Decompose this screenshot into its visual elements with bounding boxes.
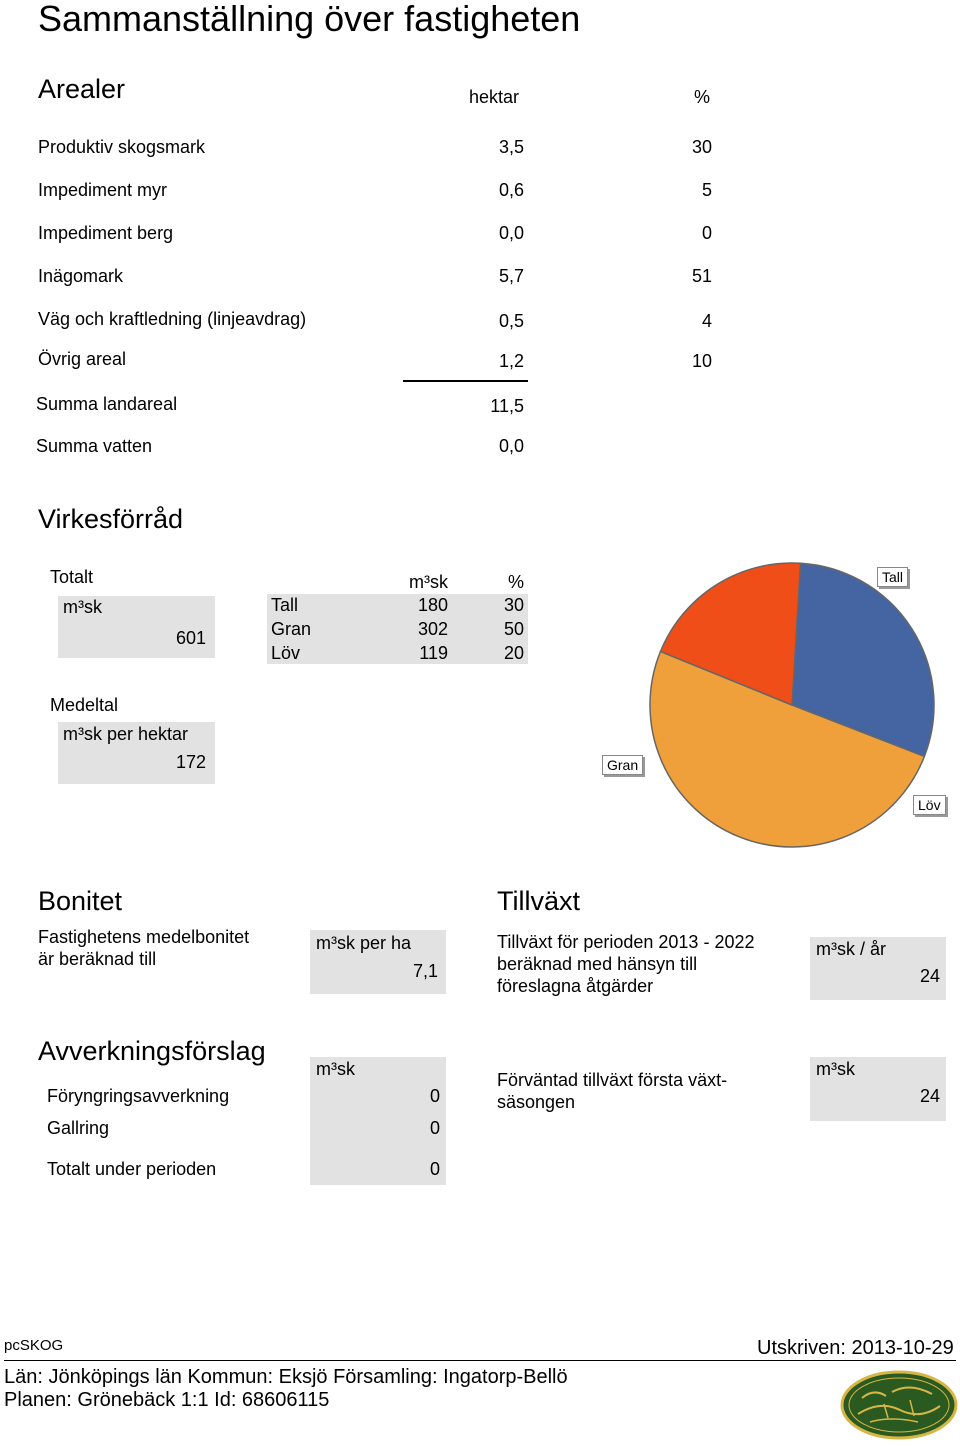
totalt-value: 601 (175, 628, 206, 648)
areal-row-pct: 4 (701, 311, 712, 331)
per-hektar-label: m³sk per hektar (63, 724, 189, 744)
avverkning-row-value: 0 (429, 1086, 440, 1106)
areal-row-label: Impediment berg (38, 223, 174, 243)
species-label: Löv (271, 643, 301, 663)
avverkning-row-value: 0 (429, 1118, 440, 1138)
bonitet-unit: m³sk per ha (316, 933, 412, 953)
summa-landareal-value: 11,5 (490, 396, 524, 416)
forvantad-text-1: Förväntad tillväxt första växt- (497, 1070, 728, 1090)
areal-row-pct: 10 (691, 351, 712, 371)
tillvaxt-unit: m³sk / år (816, 939, 886, 959)
areal-row-pct: 30 (691, 137, 712, 157)
areal-row-label: Övrig areal (38, 349, 127, 369)
summa-vatten-value: 0,0 (498, 436, 524, 456)
areal-row-label: Impediment myr (38, 180, 168, 200)
avverkning-total-value: 0 (429, 1159, 440, 1179)
species-m3sk: 119 (419, 643, 448, 663)
medeltal-label: Medeltal (50, 695, 119, 715)
col-species-pct: % (507, 572, 524, 592)
footer-divider (4, 1360, 956, 1361)
summa-landareal-label: Summa landareal (36, 394, 178, 414)
sum-divider (403, 380, 528, 382)
virkesforrad-heading: Virkesförråd (38, 504, 184, 534)
tillvaxt-text-1: Tillväxt för perioden 2013 - 2022 (497, 932, 755, 952)
species-m3sk: 302 (417, 619, 448, 639)
tillvaxt-text-2: beräknad med hänsyn till (497, 954, 698, 974)
col-pct: % (694, 87, 711, 107)
areal-row-label: Produktiv skogsmark (38, 137, 206, 157)
pie-label-lov: Löv (913, 795, 946, 815)
areal-row-hektar: 5,7 (498, 266, 524, 286)
pie-chart (640, 560, 950, 860)
footer-line-2: Planen: Grönebäck 1:1 Id: 68606115 (4, 1389, 330, 1411)
species-pct: 20 (503, 643, 524, 663)
pie-label-gran: Gran (602, 755, 643, 775)
avverkning-unit: m³sk (316, 1059, 355, 1079)
areal-row-pct: 51 (691, 266, 712, 286)
footer-printed: Utskriven: 2013-10-29 (757, 1337, 954, 1359)
pie-label-tall: Tall (877, 567, 908, 587)
tillvaxt-heading: Tillväxt (497, 886, 581, 916)
forvantad-text-2: säsongen (497, 1092, 576, 1112)
areal-row-hektar: 0,0 (498, 223, 524, 243)
bonitet-text-1: Fastighetens medelbonitet (38, 927, 250, 947)
areal-row-label: Inägomark (38, 266, 124, 286)
avverkning-row-label: Föryngringsavverkning (47, 1086, 230, 1106)
smalands-gardar-logo (840, 1370, 958, 1440)
avverkning-total-label: Totalt under perioden (47, 1159, 217, 1179)
avverkning-row-label: Gallring (47, 1118, 110, 1138)
areal-row-hektar: 1,2 (498, 351, 524, 371)
footer-line-1: Län: Jönköpings län Kommun: Eksjö Församling: Ingatorp-Bellö (4, 1366, 568, 1388)
areal-row-hektar: 0,6 (498, 180, 524, 200)
footer-brand: pcSKOG (4, 1337, 64, 1354)
bonitet-heading: Bonitet (38, 886, 123, 916)
forvantad-unit: m³sk (816, 1059, 855, 1079)
areal-row-pct: 5 (701, 180, 712, 200)
areal-row-hektar: 3,5 (498, 137, 524, 157)
tillvaxt-value: 24 (919, 966, 940, 986)
species-pct: 50 (503, 619, 524, 639)
totalt-label: Totalt (50, 567, 94, 587)
arealer-heading: Arealer (38, 74, 126, 104)
forvantad-value: 24 (919, 1086, 940, 1106)
species-label: Gran (271, 619, 312, 639)
species-m3sk: 180 (417, 595, 448, 615)
bonitet-text-2: är beräknad till (38, 949, 157, 969)
avverkning-heading: Avverkningsförslag (38, 1036, 266, 1066)
areal-row-pct: 0 (701, 223, 712, 243)
col-m3sk: m³sk (409, 572, 448, 592)
areal-row-hektar: 0,5 (498, 311, 524, 331)
bonitet-value: 7,1 (412, 961, 438, 981)
species-label: Tall (271, 595, 299, 615)
col-hektar: hektar (469, 87, 520, 107)
per-hektar-value: 172 (175, 752, 206, 772)
areal-row-label: Väg och kraftledning (linjeavdrag) (38, 309, 307, 329)
page-title: Sammanställning över fastigheten (38, 0, 581, 39)
totalt-unit: m³sk (63, 597, 102, 617)
summa-vatten-label: Summa vatten (36, 436, 153, 456)
species-pct: 30 (503, 595, 524, 615)
tillvaxt-text-3: föreslagna åtgärder (497, 976, 654, 996)
